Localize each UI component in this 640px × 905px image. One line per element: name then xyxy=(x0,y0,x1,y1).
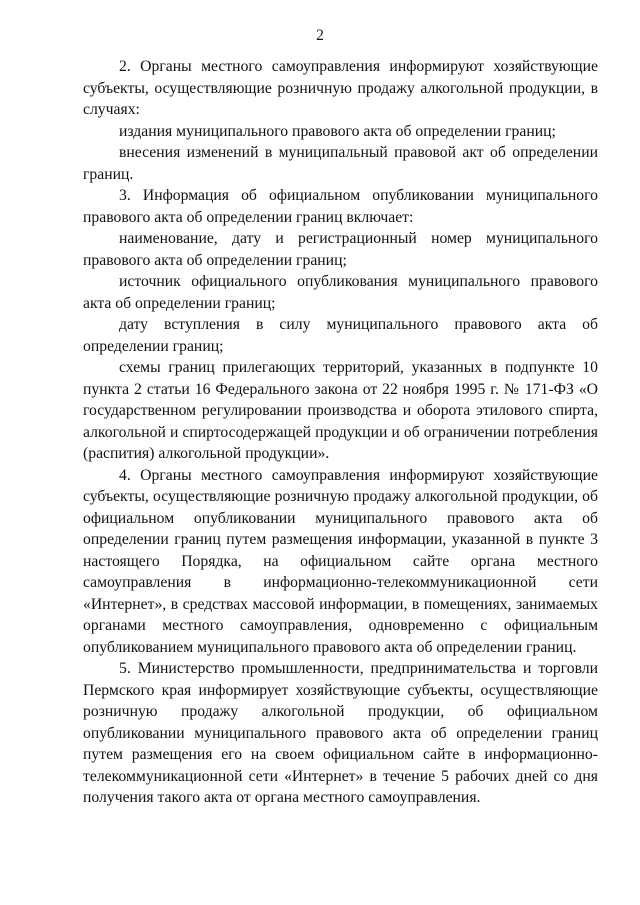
paragraph-4: 4. Органы местного самоуправления информируют хозяйствующие субъекты, осуществляющие розничную продажу алкогольной продукции, об официальном опубликовании муниципального правового акта об определении границ путем размещения информации, указанной в пункте 3 настоящего Порядка, на официальном сайте органа местного самоуправления в информационно-телекоммуникационной сети «Интернет», в средствах массовой информации, в помещениях, занимаемых органами местного самоуправления, одновременно с официальным опубликованием муниципального правового акта об определении границ. xyxy=(83,466,598,656)
paragraph-3-item-1: наименование, дату и регистрационный номер муниципального правового акта об определении границ; xyxy=(83,230,598,269)
paragraph-2-item-2: внесения изменений в муниципальный правовой акт об определении границ. xyxy=(83,144,598,183)
paragraph-2-intro: 2. Органы местного самоуправления информируют хозяйствующие субъекты, осуществляющие розничную продажу алкогольной продукции, в случаях: xyxy=(83,58,598,118)
paragraph-5: 5. Министерство промышленности, предпринимательства и торговли Пермского края информирует хозяйствующие субъекты, осуществляющие розничную продажу алкогольной продукции, об официальном опубликовании муниципального правового акта об определении границ путем размещения его на своем официальном сайте в информационно-телекоммуникационной сети «Интернет» в течение 5 рабочих дней со дня получения такого акта от органа местного самоуправления. xyxy=(83,660,598,806)
paragraph-3-item-4: схемы границ прилегающих территорий, указанных в подпункте 10 пункта 2 статьи 16 Федерального закона от 22 ноября 1995 г. № 171-ФЗ «О государственном регулировании производства и оборота этилового спирта, алкогольной и спиртосодержащей продукции и об ограничении потребления (распития) алкогольной продукции». xyxy=(83,359,598,462)
document-body xyxy=(83,56,598,809)
paragraph-3-intro: 3. Информация об официальном опубликовании муниципального правового акта об определении границ включает: xyxy=(83,187,598,226)
page-number: 2 xyxy=(316,27,324,44)
paragraph-2-item-1: издания муниципального правового акта об определении границ; xyxy=(119,122,556,140)
paragraph-3-item-2: источник официального опубликования муниципального правового акта об определении границ; xyxy=(83,273,598,312)
paragraph-3-item-3: дату вступления в силу муниципального правового акта об определении границ; xyxy=(83,316,598,355)
